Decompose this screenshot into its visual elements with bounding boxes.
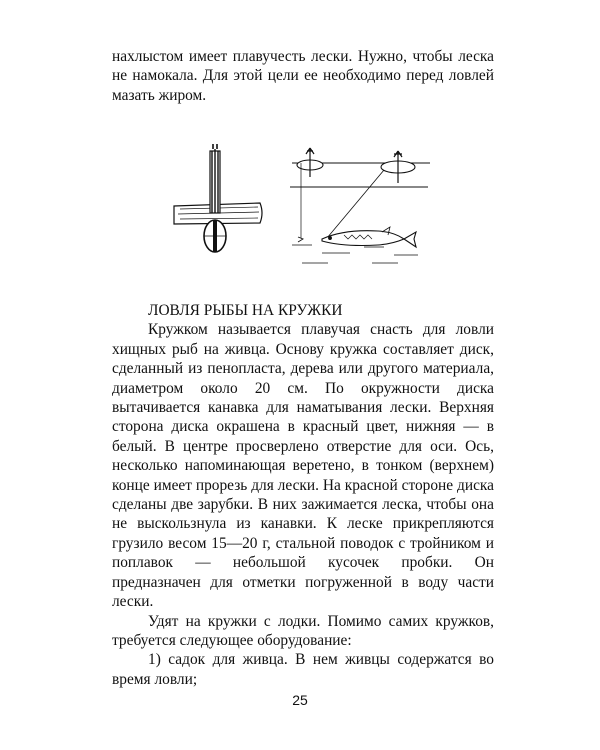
section-paragraph-2: Удят на кружки с лодки. Помимо самих кружков, требуется следующее оборудование: <box>112 612 494 649</box>
section-paragraph-3: 1) садок для живца. В нем живцы содержатся во время ловли; <box>112 651 494 688</box>
fishing-float-illustration <box>172 143 434 271</box>
float-closeup-figure <box>174 144 262 252</box>
top-paragraph: нахлыстом имеет плавучесть лески. Нужно, чтобы леска не намокала. Для этой цели ее необходимо перед ловлей мазать жиром. <box>112 48 494 104</box>
section-heading: ЛОВЛЯ РЫБЫ НА КРУЖКИ <box>148 302 343 319</box>
float-in-water-figure <box>290 148 430 263</box>
section-paragraph-1: Кружком называется плавучая снасть для ловли хищных рыб на живца. Основу кружка составляет диск, сделанный из пенопласта, дерева или другого материала, диаметром около 20 см. По окружности диска вытачивается канавка для наматывания лески. Верхняя сторона диска окрашена в красный цвет, нижняя — в белый. В центре просверлено отверстие для оси. Ось, несколько напоминающая веретено, в тонком (верхнем) конце имеет прорезь для лески. На красной стороне диска сделаны две зарубки. В них зажимается леска, чтобы она не выскользнула из канавки. К леске прикрепляются грузило весом 15—20 г, стальной поводок с тройником и поплавок — небольшой кусочек пробки. Он предназначен для отметки погруженной в воду части лески. <box>112 321 494 611</box>
section-kruzhki <box>112 301 494 689</box>
top-paragraph-block <box>112 47 494 105</box>
page-number: 25 <box>292 692 308 708</box>
